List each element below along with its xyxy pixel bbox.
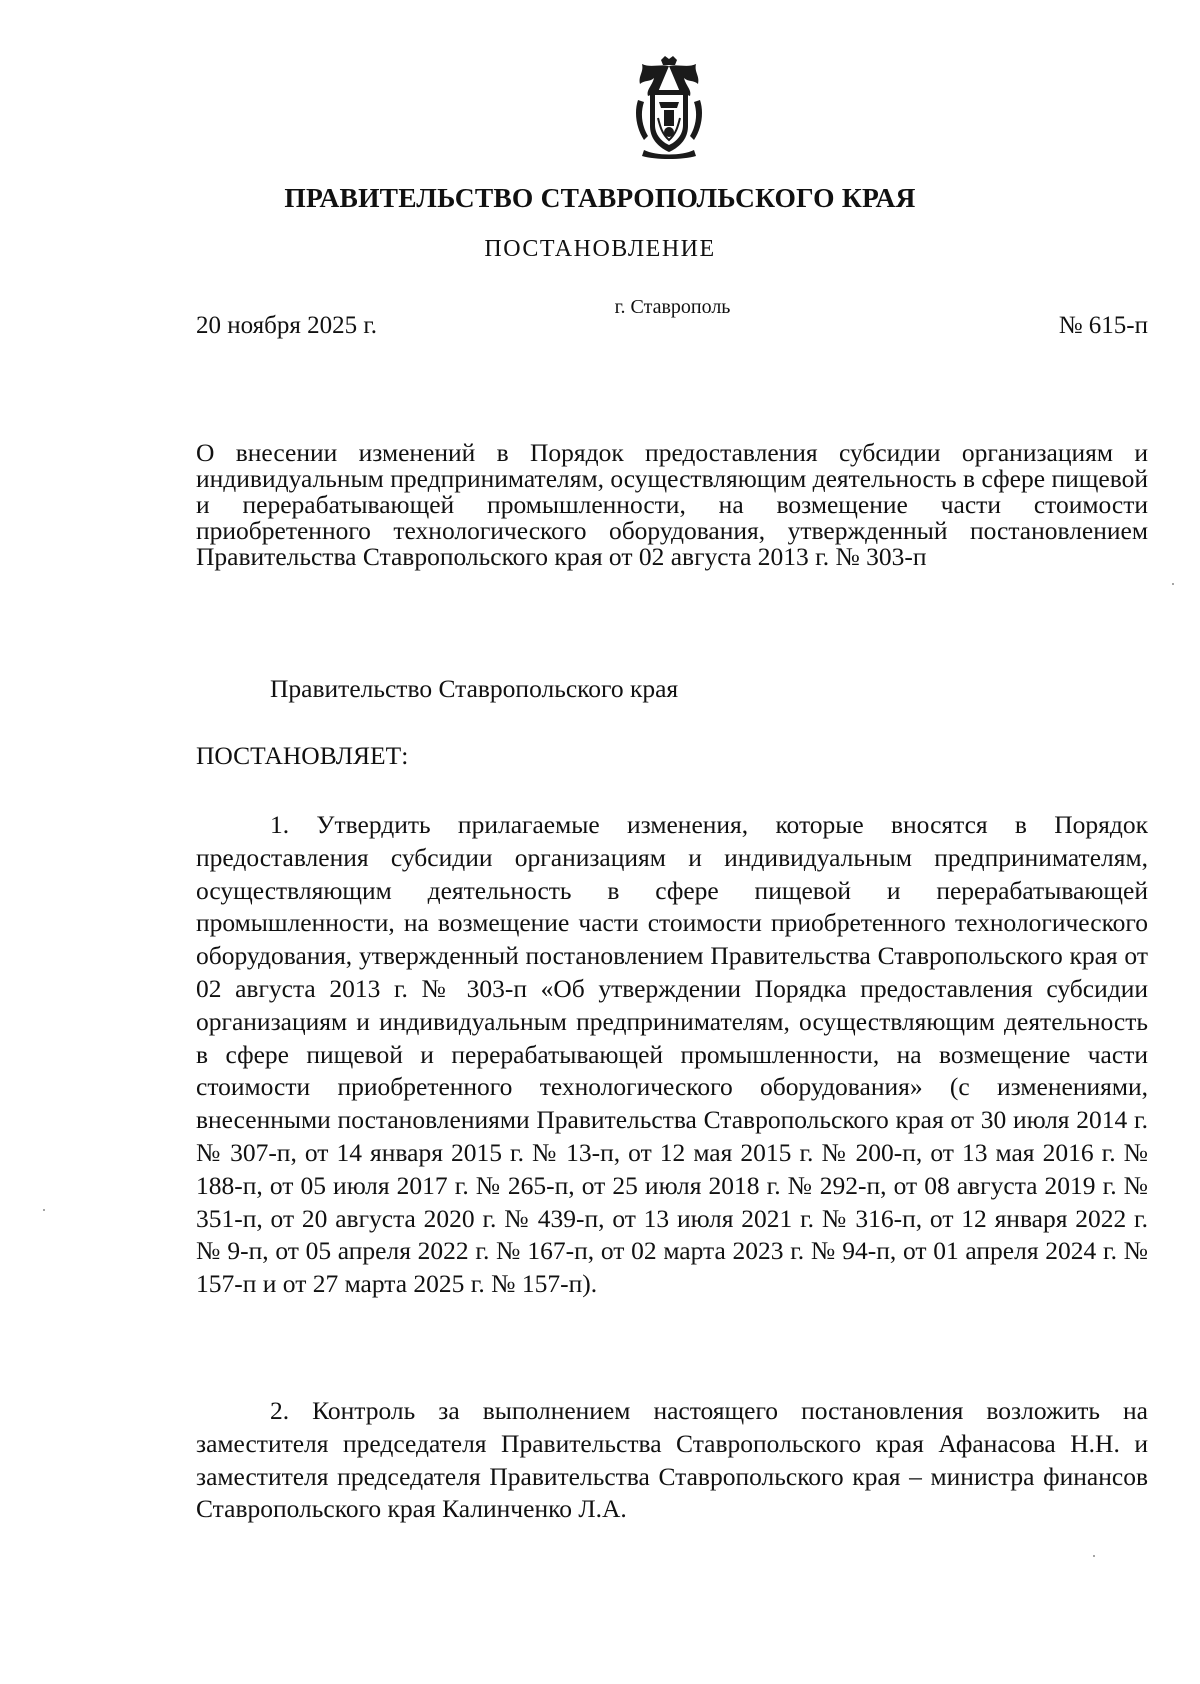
city: г. Ставрополь <box>614 296 731 318</box>
coat-of-arms-stavropol-icon <box>630 56 708 160</box>
scan-speck <box>1172 583 1174 585</box>
document-type: ПОСТАНОВЛЕНИЕ <box>484 236 716 262</box>
paragraph-2: 2. Контроль за выполнением настоящего постановления возложить на заместителя председателя Правительства Ставропольского края Афанасова Н.Н. и заместителя председателя Правительства Ставропольского края – министра финансов Ставропольского края Калинченко Л.А. <box>196 1396 1148 1524</box>
scan-speck <box>1093 1555 1095 1557</box>
paragraph-1: 1. Утвердить прилагаемые изменения, которые вносятся в Порядок предоставления субсидии организациям и индивидуальным предпринимателям, осуществляющим деятельность в сфере пищевой и перерабатывающей промышленности, на возмещение части стоимости приобретенного технологического оборудования, утвержденный постановлением Правительства Ставропольского края от 02 августа 2013 г. № 303-п «Об утверждении Порядка предоставления субсидии организациям и индивидуальным предпринимателям, осуществляющим деятельность в сфере пищевой и перерабатывающей промышленности, на возмещение части стоимости приобретенного технологического оборудования» (с изменениями, внесенными постановлениями Правительства Ставропольского края от 30 июля 2014 г. № 307-п, от 14 января 2015 г. № 13-п, от 12 мая 2015 г. № 200-п, от 13 мая 2016 г. № 188-п, от 05 июля 2017 г. № 265-п, от 25 июля 2018 г. № 292-п, от 08 августа 2019 г. № 351-п, от 20 августа 2020 г. № 439-п, от 13 июля 2021 г. № 316-п, от 12 января 2022 г. № 9-п, от 05 апреля 2022 г. № 167-п, от 02 марта 2023 г. № 94-п, от 01 апреля 2024 г. № 157-п и от 27 марта 2025 г. № 157-п). <box>196 810 1148 1299</box>
document-subject: О внесении изменений в Порядок предоставления субсидии организациям и индивидуальным предпринимателям, осуществляющим деятельность в сфере пищевой и перерабатывающей промышленности, на возмещение части стоимости приобретенного технологического оборудования, утвержденный постановлением Правительства Ставропольского края от 02 августа 2013 г. № 303-п <box>196 438 1148 571</box>
decrees-word: ПОСТАНОВЛЯЕТ: <box>196 741 409 770</box>
document-number: № 615-п <box>1058 312 1148 339</box>
document-date: 20 ноября 2025 г. <box>196 312 378 339</box>
government-line: Правительство Ставропольского края <box>270 674 679 703</box>
government-title: ПРАВИТЕЛЬСТВО СТАВРОПОЛЬСКОГО КРАЯ <box>284 182 916 213</box>
scan-speck <box>43 1209 45 1211</box>
